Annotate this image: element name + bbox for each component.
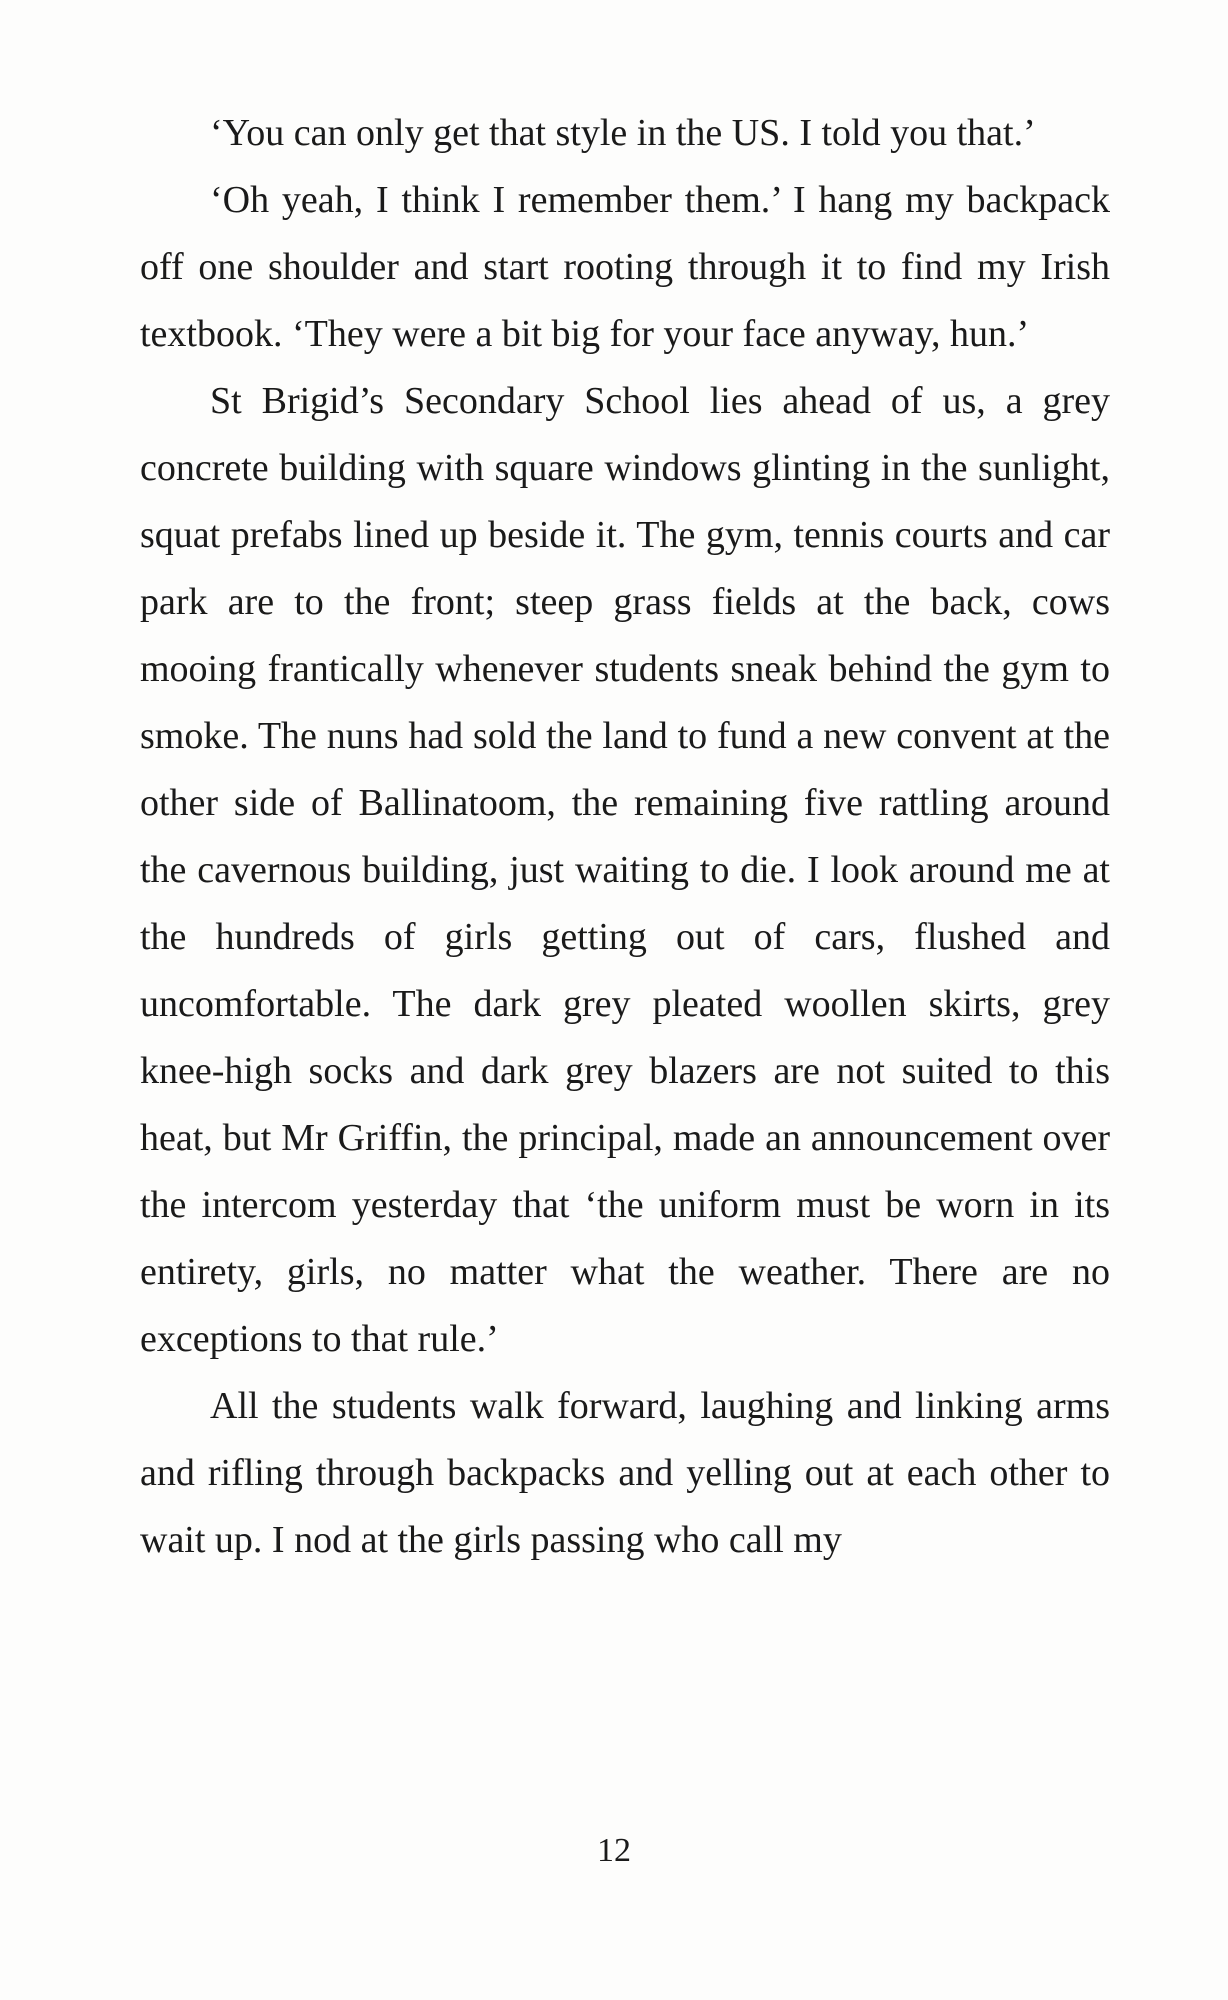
- paragraph-1: ‘You can only get that style in the US. I told you that.’: [210, 112, 1036, 154]
- paragraph-2: ‘Oh yeah, I think I remember them.’ I hang my backpack off one shoulder and start rooting through it to find my Irish textbook. ‘They were a bit big for your face anyway, hun.’: [140, 179, 1110, 355]
- page-number: 12: [597, 1832, 631, 1869]
- paragraph-3: St Brigid’s Secondary School lies ahead of us, a grey concrete building with square windows glinting in the sunlight, squat prefabs lined up beside it. The gym, tennis courts and car park are to the front; steep grass fields at the back, cows mooing frantically whenever students sneak behind the gym to smoke. The nuns had sold the land to fund a new convent at the other side of Ballinatoom, the remaining five rattling around the cavernous building, just waiting to die. I look around me at the hundreds of girls getting out of cars, flushed and uncomfortable. The dark grey pleated woollen skirts, grey knee-high socks and dark grey blazers are not suited to this heat, but Mr Griffin, the principal, made an announcement over the intercom yesterday that ‘the uniform must be worn in its entirety, girls, no matter what the weather. There are no exceptions to that rule.’: [140, 380, 1110, 1360]
- paragraph-4: All the students walk forward, laughing and linking arms and rifling through backpacks and yelling out at each other to wait up. I nod at the girls passing who call my: [140, 1385, 1110, 1561]
- body-text: [140, 100, 1110, 1574]
